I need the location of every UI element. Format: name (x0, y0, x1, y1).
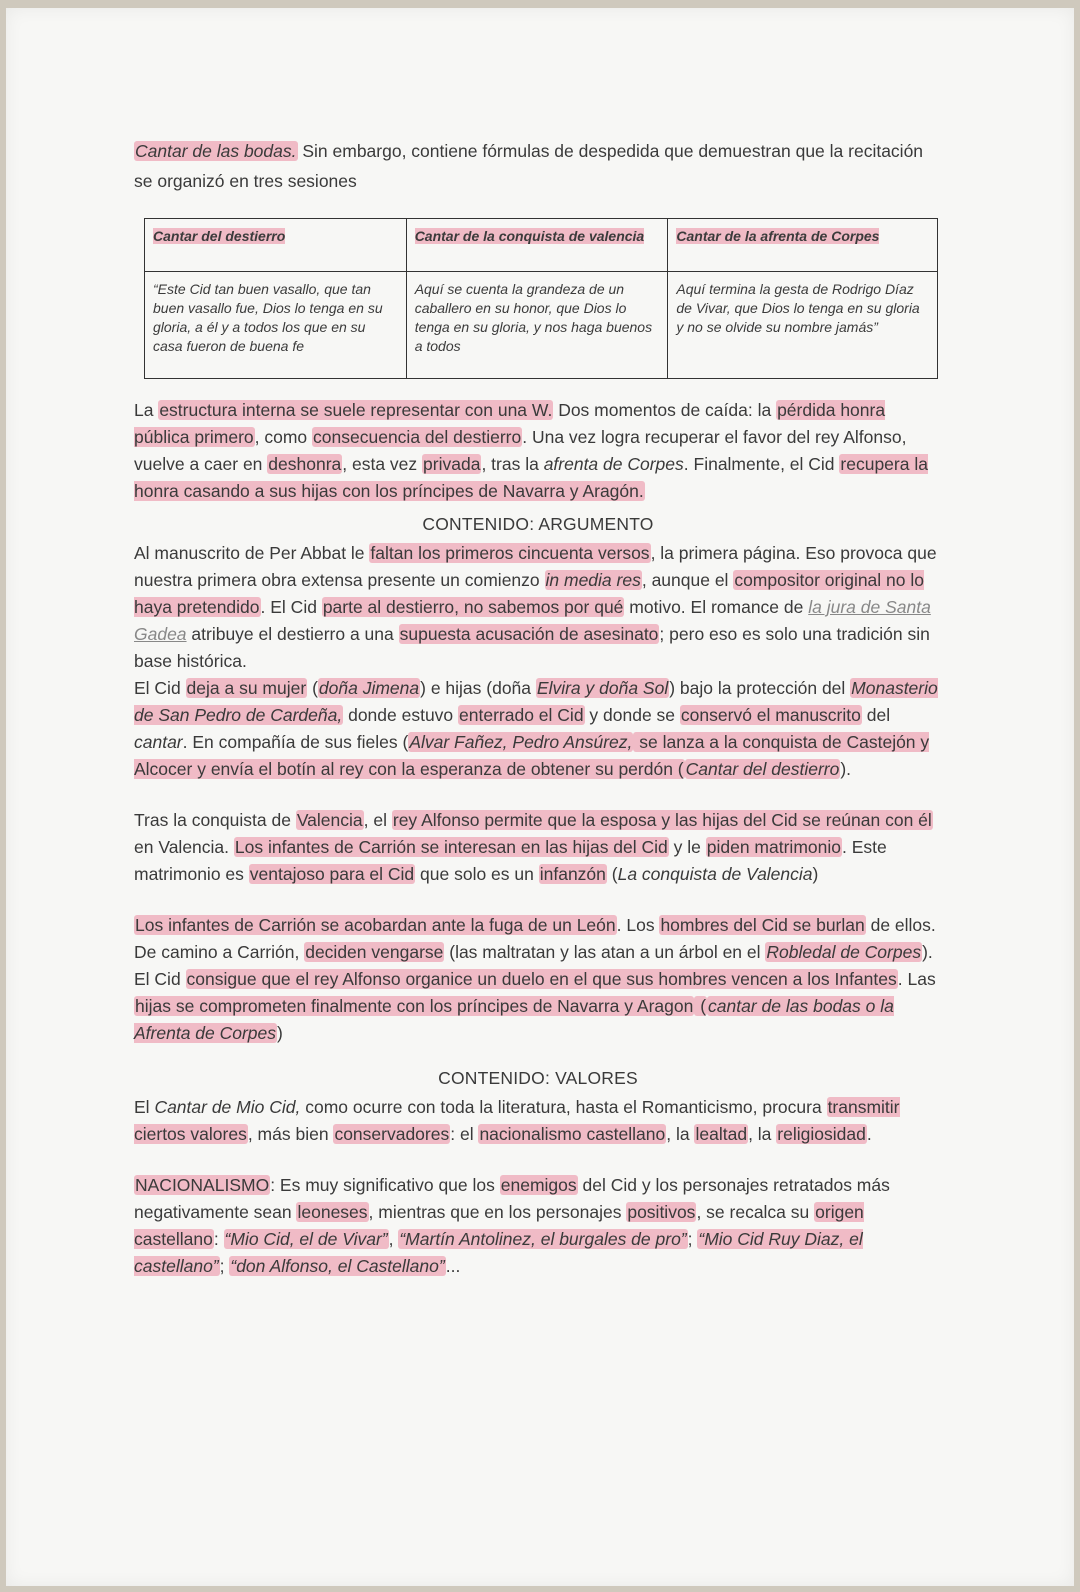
jura-santa-gadea-link: la jura de Santa Gadea (134, 597, 931, 644)
highlight: Cantar de las bodas. (135, 141, 297, 161)
table-cell: “Este Cid tan buen vasallo, que tan buen vasallo fue, Dios lo tenga en su gloria, a él y a todos los que en su casa fueron de buena fe (145, 272, 407, 379)
argumento-paragraph-2: El Cid deja a su mujer (doña Jimena) e hijas (doña Elvira y doña Sol) bajo la protección del Monasterio de San Pedro de Cardeña, donde estuvo enterrado el Cid y donde se conservó el manuscrito del cantar. En compañía de sus fieles (Alvar Fañez, Pedro Ansúrez, se lanza a la conquista de Castejón y Alcocer y envía el botín al rey con la esperanza de obtener su perdón ( Cantar del destierro). (134, 678, 938, 779)
argumento-paragraph-1: Al manuscrito de Per Abbat le faltan los primeros cincuenta versos, la primera página. Eso provoca que nuestra primera obra extensa presente un comienzo in media res, aunque el compositor original no lo haya pretendido. El Cid parte al destierro, no sabemos por qué motivo. El romance de la jura de Santa Gadea atribuye el destierro a una supuesta acusación de asesinato; pero eso es solo una tradición sin base histórica. (134, 543, 937, 671)
table-row (145, 272, 938, 379)
table-cell: Aquí termina la gesta de Rodrigo Díaz de Vivar, que Dios lo tenga en su gloria y no se olvide su nombre jamás” (668, 272, 938, 379)
argumento-paragraph-3: Tras la conquista de Valencia, el rey Alfonso permite que la esposa y las hijas del Cid se reúnan con él en Valencia. Los infantes de Carrión se interesan en las hijas del Cid y le piden matrimonio. Este matrimonio es ventajoso para el Cid que solo es un infanzón (La conquista de Valencia) (134, 810, 932, 884)
intro-paragraph: Cantar de las bodas. Sin embargo, contiene fórmulas de despedida que demuestran que la recitación se organizó en tres sesiones (134, 141, 924, 191)
nacionalismo-paragraph: NACIONALISMO: Es muy significativo que los enemigos del Cid y los personajes retratados más negativamente sean leoneses, mientras que en los personajes positivos, se recalca su origen castellano: “Mio Cid, el de Vivar”, “Martín Antolinez, el burgales de pro”; “Mio Cid Ruy Diaz, el castellano”; “don Alfonso, el Castellano”... (134, 1175, 890, 1276)
heading-argumento: CONTENIDO: ARGUMENTO (422, 514, 654, 534)
table-header-cell: Cantar de la afrenta de Corpes (668, 219, 938, 272)
document-body (134, 136, 942, 1280)
table-header-row (145, 219, 938, 272)
cantares-table (144, 218, 938, 379)
argumento-paragraph-4: Los infantes de Carrión se acobardan ante la fuga de un León. Los hombres del Cid se burlan de ellos. De camino a Carrión, deciden vengarse (las maltratan y las atan a un árbol en el Robledal de Corpes). El Cid consigue que el rey Alfonso organice un duelo en el que sus hombres vencen a los Infantes. Las hijas se comprometen finalmente con los príncipes de Navarra y Aragon ( cantar de las bodas o la Afrenta de Corpes) (134, 915, 936, 1043)
paper-sheet (6, 8, 1074, 1586)
table-header-cell: Cantar de la conquista de valencia (406, 219, 668, 272)
table-cell: Aquí se cuenta la grandeza de un caballero en su honor, que Dios lo tenga en su gloria, y nos haga buenos a todos (406, 272, 668, 379)
heading-valores: CONTENIDO: VALORES (438, 1068, 638, 1088)
table-header-cell: Cantar del destierro (145, 219, 407, 272)
valores-paragraph: El Cantar de Mio Cid, como ocurre con toda la literatura, hasta el Romanticismo, procura transmitir ciertos valores, más bien conservadores: el nacionalismo castellano, la lealtad, la religiosidad. (134, 1097, 900, 1144)
estructura-paragraph: La estructura interna se suele representar con una W. Dos momentos de caída: la pérdida honra pública primero, como consecuencia del destierro. Una vez logra recuperar el favor del rey Alfonso, vuelve a caer en deshonra, esta vez privada, tras la afrenta de Corpes. Finalmente, el Cid recupera la honra casando a sus hijas con los príncipes de Navarra y Aragón. (134, 400, 928, 501)
